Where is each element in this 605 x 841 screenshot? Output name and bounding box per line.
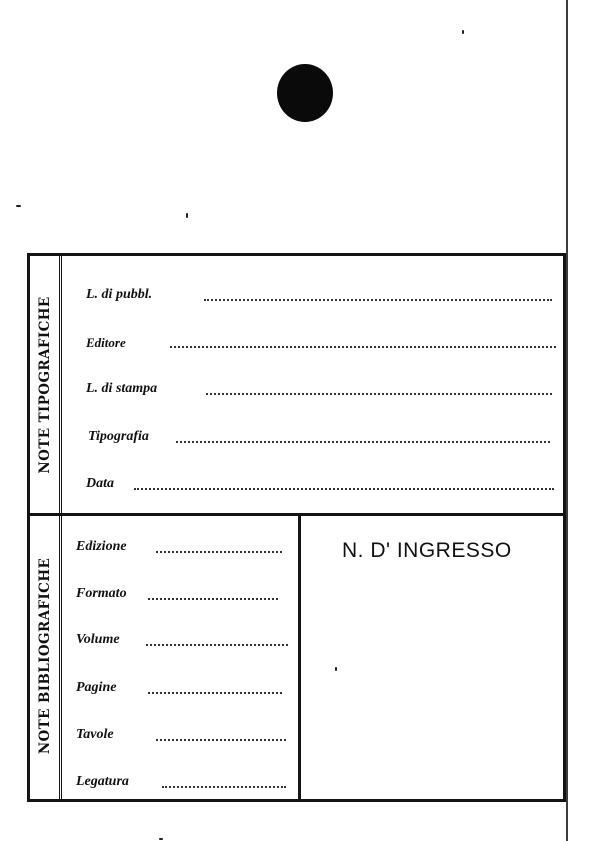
- field-label-pagine: Pagine: [76, 680, 117, 695]
- speck: [16, 205, 21, 207]
- field-line[interactable]: [204, 299, 552, 301]
- section-side-label: [30, 256, 62, 513]
- field-line[interactable]: [146, 644, 288, 646]
- field-line[interactable]: [156, 739, 286, 741]
- field-label-volume: Volume: [76, 632, 120, 647]
- section-title: NOTE BIBLIOGRAFICHE: [36, 557, 53, 755]
- field-label-data: Data: [86, 476, 114, 491]
- field-line[interactable]: [148, 692, 282, 694]
- catalog-card: [27, 253, 566, 802]
- field-label-luogo-stampa: L. di stampa: [86, 381, 158, 396]
- field-line[interactable]: [148, 598, 278, 600]
- field-line[interactable]: [156, 551, 282, 553]
- field-label-formato: Formato: [76, 586, 127, 601]
- card-edge-line: [566, 0, 568, 841]
- field-label-luogo-pubblicazione: L. di pubbl.: [86, 287, 153, 302]
- note-bibliografiche-section: [30, 513, 563, 799]
- field-line[interactable]: [162, 786, 286, 788]
- speck: [159, 838, 163, 840]
- note-tipografiche-section: [30, 256, 563, 516]
- field-label-tavole: Tavole: [76, 727, 114, 742]
- field-label-tipografia: Tipografia: [88, 429, 149, 444]
- field-line[interactable]: [170, 346, 556, 348]
- section-side-label: [30, 513, 62, 799]
- column-divider: [298, 513, 301, 799]
- field-label-legatura: Legatura: [76, 774, 129, 789]
- speck: [462, 30, 464, 34]
- numero-ingresso-label: N. D' INGRESSO: [342, 539, 512, 562]
- field-label-editore: Editore: [86, 335, 126, 350]
- field-line[interactable]: [206, 393, 552, 395]
- field-label-edizione: Edizione: [76, 539, 127, 554]
- field-line[interactable]: [176, 441, 550, 443]
- field-line[interactable]: [134, 488, 554, 490]
- punch-hole: [277, 64, 333, 122]
- speck: [186, 213, 188, 218]
- section-title: NOTE TIPOGRAFICHE: [36, 295, 53, 474]
